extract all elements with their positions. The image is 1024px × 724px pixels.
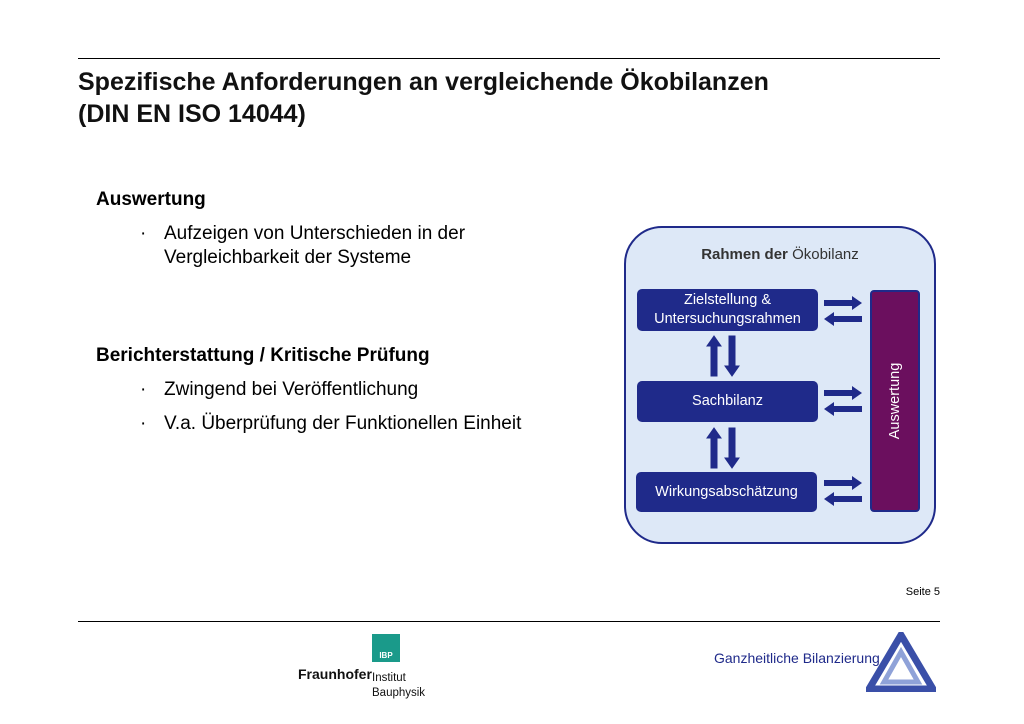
bullet-text: Zwingend bei Veröffentlichung — [164, 379, 419, 400]
institute-name: Institut Bauphysik — [372, 672, 426, 699]
bullet-dot: · — [140, 223, 147, 244]
inventory-box: Sachbilanz — [637, 381, 818, 422]
ibp-logo-icon: IBP — [372, 634, 400, 662]
bullet-dot: · — [140, 379, 147, 400]
updown-arrow-icon — [704, 332, 744, 380]
bullet-dot: · — [140, 413, 147, 434]
bottom-rule — [78, 621, 940, 622]
page-title — [78, 66, 958, 130]
fraunhofer-logo-text: Fraunhofer — [298, 666, 372, 682]
frame-title: Rahmen der Ökobilanz — [701, 246, 859, 263]
title-line1: Spezifische Anforderungen an vergleichende Ökobilanzen — [78, 68, 769, 96]
goal-scope-box: Zielstellung & Untersuchungsrahmen — [637, 289, 818, 331]
bullet-text: V.a. Überprüfung der Funktionellen Einheit — [164, 413, 522, 434]
leftright-arrow-icon — [822, 384, 864, 418]
bullet-text: Aufzeigen von Unterschieden in der Vergleichbarkeit der Systeme — [164, 223, 466, 268]
triangle-logo-icon — [866, 632, 936, 692]
section-heading-berichterstattung: Berichterstattung / Kritische Prüfung — [96, 345, 430, 366]
tagline: Ganzheitliche Bilanzierung — [714, 650, 880, 666]
top-rule — [78, 58, 940, 59]
leftright-arrow-icon — [822, 474, 864, 508]
updown-arrow-icon — [704, 424, 744, 472]
impact-assessment-box: Wirkungsabschätzung — [636, 472, 817, 512]
interpretation-label: Auswertung — [887, 362, 903, 440]
section-heading-auswertung: Auswertung — [96, 189, 206, 210]
leftright-arrow-icon — [822, 294, 864, 328]
page-number: Seite 5 — [905, 586, 940, 598]
title-line2: (DIN EN ISO 14044) — [78, 100, 306, 128]
